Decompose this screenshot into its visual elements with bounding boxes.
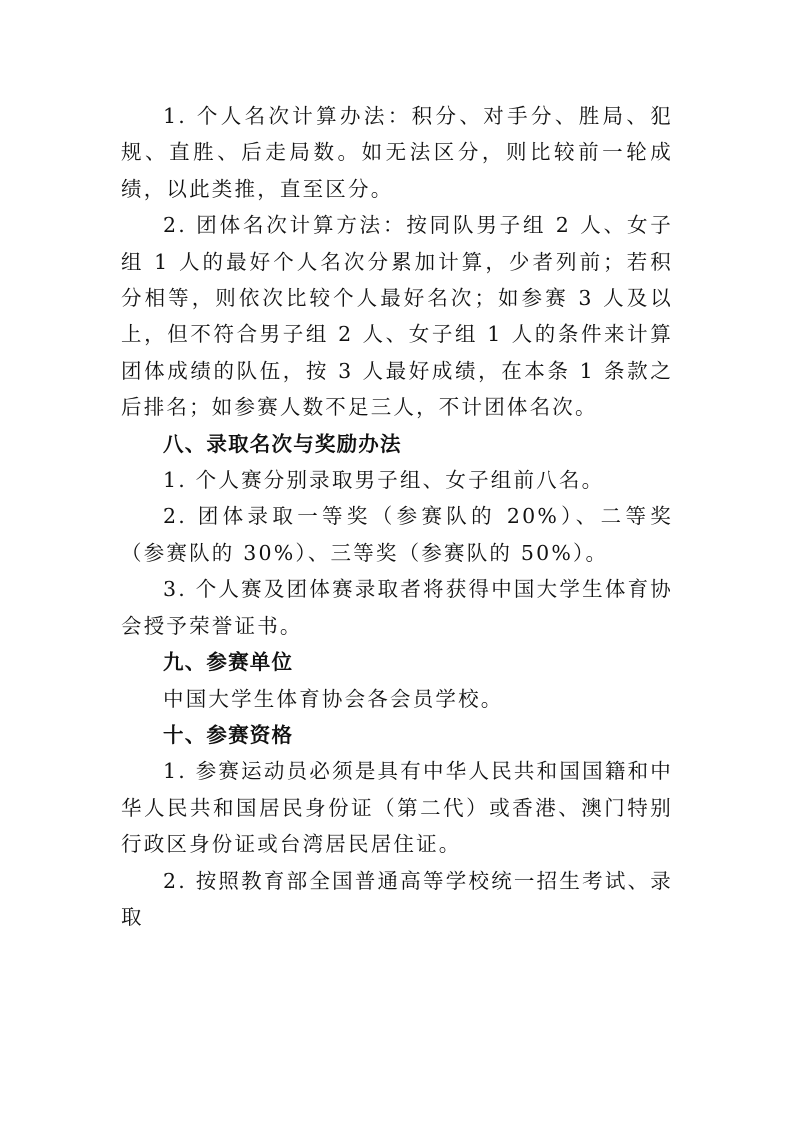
award-individual: 1. 个人赛分别录取男子组、女子组前八名。 [163,468,605,493]
eligibility-nationality: 1. 参赛运动员必须是具有中华人民共和国国籍和中华人民共和国居民身份证（第二代）或香港、澳门特别行政区身份证或台湾居民居住证。 [121,759,673,857]
section-heading-participants: 九、参赛单位 [163,650,294,675]
participants-text: 中国大学生体育协会各会员学校。 [163,686,504,711]
rule-individual-ranking: 1. 个人名次计算办法：积分、对手分、胜局、犯规、直胜、后走局数。如无法区分，则比较前一轮成绩，以此类推，直至区分。 [121,104,673,201]
award-team: 2. 团体录取一等奖（参赛队的 20%）、二等奖（参赛队的 30%）、三等奖（参赛队的 50%）。 [121,504,673,565]
rule-team-ranking: 2. 团体名次计算方法：按同队男子组 2 人、女子组 1 人的最好个人名次分累加计算，少者列前；若积分相等，则依次比较个人最好名次；如参赛 3 人及以上，但不符合男子组 2 人、女子组 1 人的条件来计算团体成绩的队伍，按 3 人最好成绩，在本条 1 条款之后排名；如参赛人数不足三人，不计团体名次。 [121,213,673,420]
eligibility-admission: 2. 按照教育部全国普通高等学校统一招生考试、录取 [121,868,673,929]
section-heading-eligibility: 十、参赛资格 [163,722,294,747]
document-body [121,98,673,935]
section-heading-awards: 八、录取名次与奖励办法 [163,431,402,456]
award-certificate: 3. 个人赛及团体赛录取者将获得中国大学生体育协会授予荣誉证书。 [121,577,673,638]
